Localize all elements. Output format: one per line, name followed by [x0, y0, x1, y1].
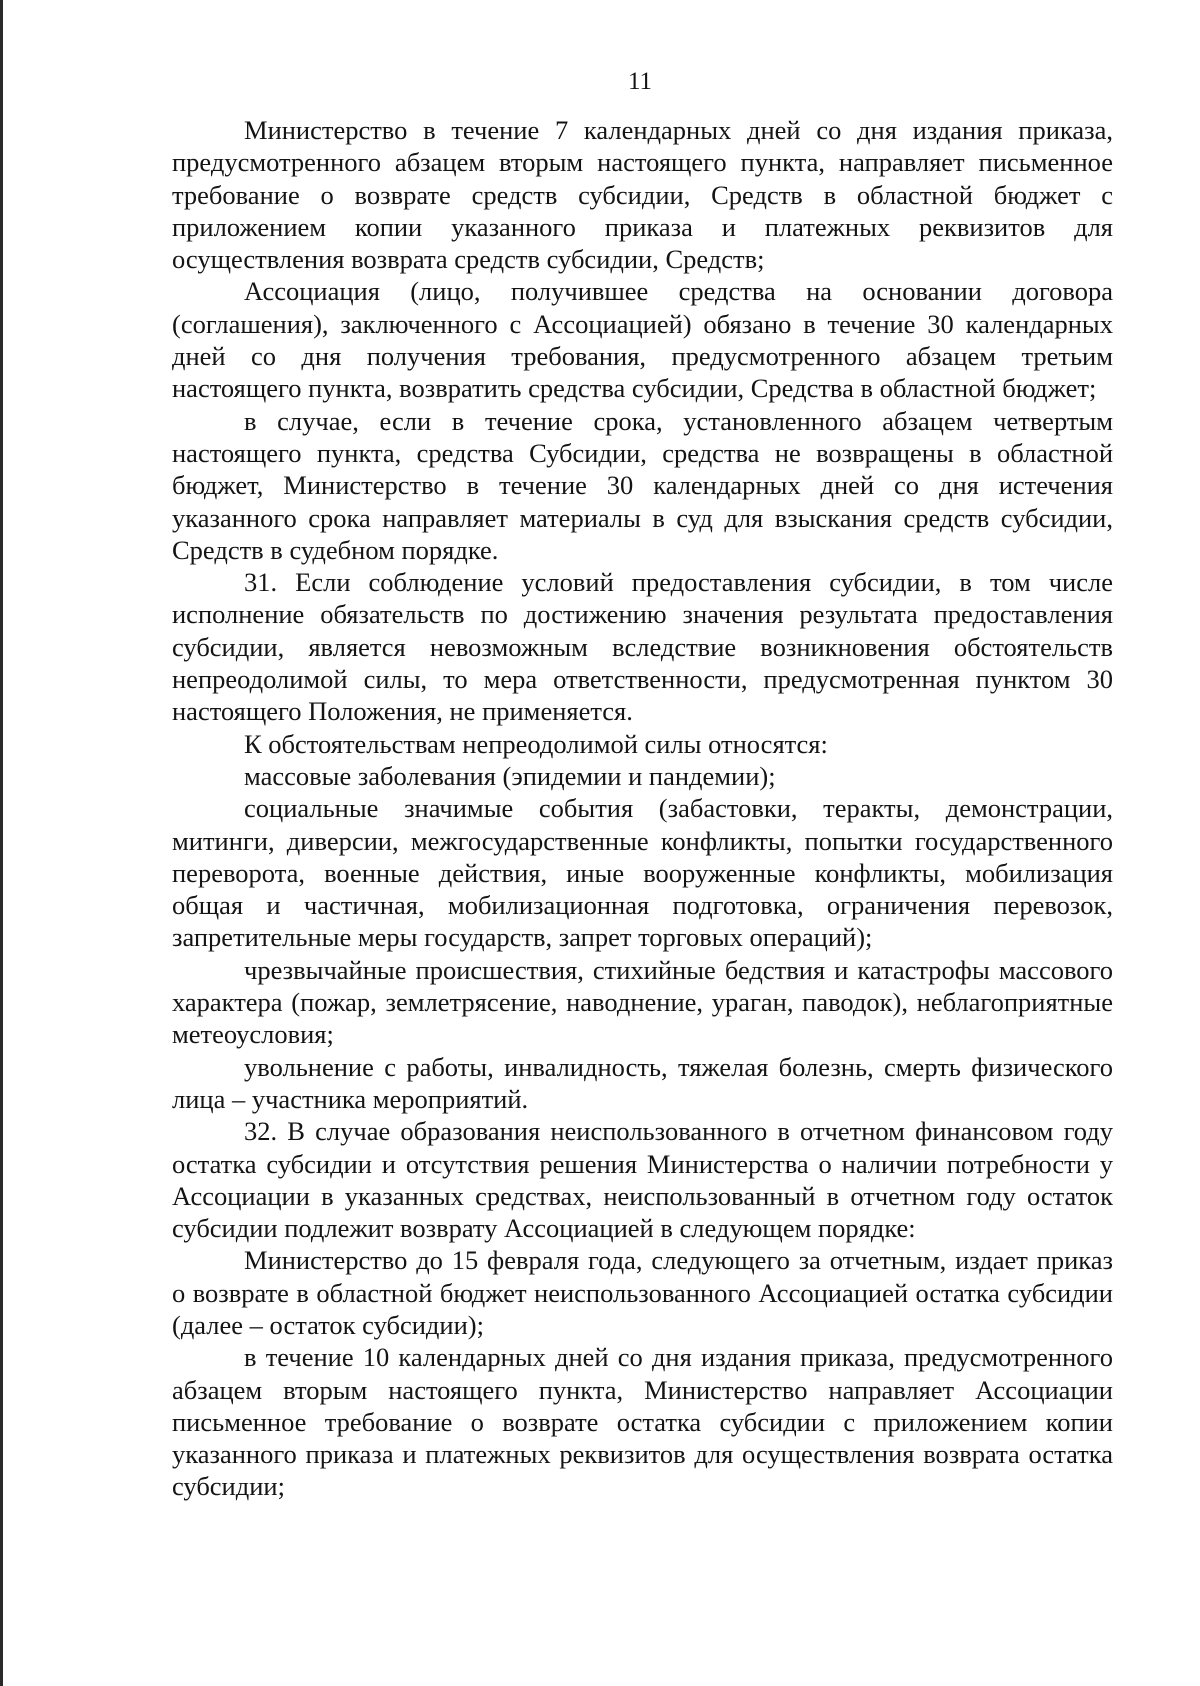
paragraph: в случае, если в течение срока, установленного абзацем четвертым настоящего пункта, средства Субсидии, средства не возвращены в областной бюджет, Министерство в течение 30 календарных дней со дня истечения указанного срока направляет материалы в суд для взыскания средств субсидии, Средств в судебном порядке. — [172, 405, 1113, 565]
paragraph: Министерство в течение 7 календарных дней со дня издания приказа, предусмотренного абзацем вторым настоящего пункта, направляет письменное требование о возврате средств субсидии, Средств в областной бюджет с приложением копии указанного приказа и платежных реквизитов для осуществления возврата средств субсидии, Средств; — [172, 115, 1113, 275]
paragraph-clause-32: 32. В случае образования неиспользованного в отчетном финансовом году остатка субсидии и отсутствия решения Министерства о наличии потребности у Ассоциации в указанных средствах, неиспользованный в отчетном году остаток субсидии подлежит возврату Ассоциацией в следующем порядке: — [172, 1116, 1113, 1244]
scan-left-edge — [0, 0, 3, 1686]
paragraph-clause-31: 31. Если соблюдение условий предоставления субсидии, в том числе исполнение обязательств по достижению значения результата предоставления субсидии, является невозможным вследствие возникновения обстоятельств непреодолимой силы, то мера ответственности, предусмотренная пунктом 30 настоящего Положения, не применяется. — [172, 567, 1113, 727]
page-number: 11 — [627, 68, 653, 95]
document-body — [172, 114, 1113, 1503]
list-item: чрезвычайные происшествия, стихийные бедствия и катастрофы массового характера (пожар, землетрясение, наводнение, ураган, паводок), неблагоприятные метеоусловия; — [172, 954, 1113, 1050]
list-item: социальные значимые события (забастовки, теракты, демонстрации, митинги, диверсии, межгосударственные конфликты, попытки государственного переворота, военные действия, иные вооруженные конфликты, мобилизация общая и частичная, мобилизационная подготовка, ограничения перевозок, запретительные меры государств, запрет торговых операций); — [172, 793, 1113, 953]
paragraph: Ассоциация (лицо, получившее средства на основании договора (соглашения), заключенного с Ассоциацией) обязано в течение 30 календарных дней со дня получения требования, предусмотренного абзацем третьим настоящего пункта, возвратить средства субсидии, Средства в областной бюджет; — [172, 276, 1113, 404]
paragraph: Министерство до 15 февраля года, следующего за отчетным, издает приказ о возврате в областной бюджет неиспользованного Ассоциацией остатка субсидии (далее – остаток субсидии); — [172, 1245, 1113, 1340]
list-item: массовые заболевания (эпидемии и пандемии); — [244, 760, 776, 791]
paragraph: К обстоятельствам непреодолимой силы относятся: — [244, 728, 828, 759]
paragraph: в течение 10 календарных дней со дня издания приказа, предусмотренного абзацем вторым настоящего пункта, Министерство направляет Ассоциации письменное требование о возврате остатка субсидии с приложением копии указанного приказа и платежных реквизитов для осуществления возврата остатка субсидии; — [172, 1342, 1113, 1502]
list-item: увольнение с работы, инвалидность, тяжелая болезнь, смерть физического лица – участника мероприятий. — [172, 1051, 1113, 1114]
